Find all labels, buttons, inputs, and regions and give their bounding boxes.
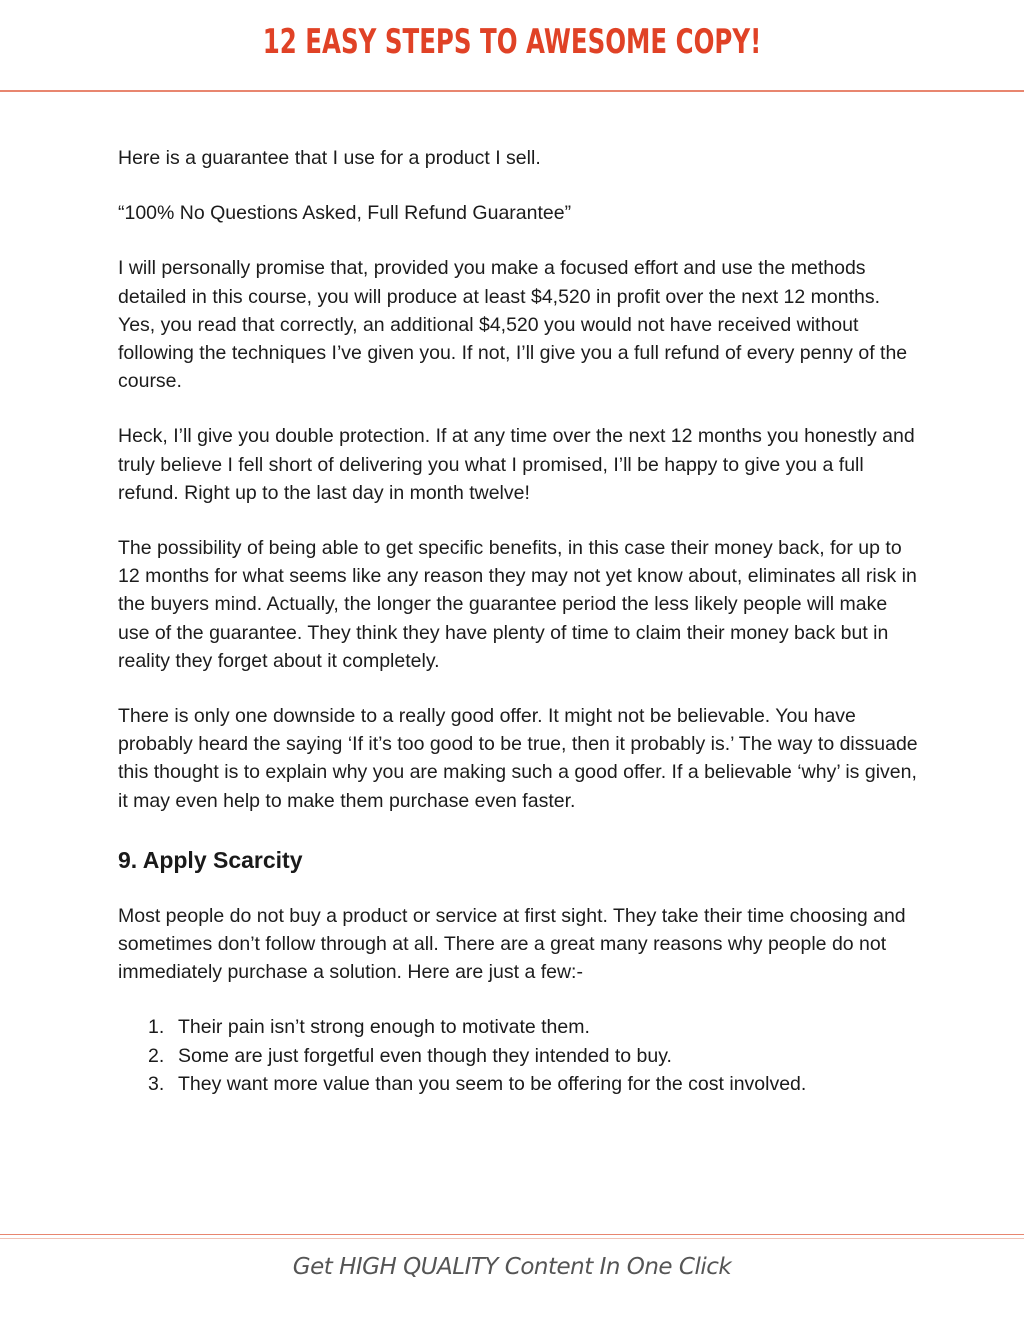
paragraph-believability: There is only one downside to a really good offer. It might not be believable. You have probably heard the saying ‘If it’s too good to be true, then it probably is.’ The way to dissuade this thought is to explain why you are making such a good offer. If a believable ‘why’ is given, it may even help to make them purchase even faster. [118, 705, 918, 812]
paragraph-intro: Here is a guarantee that I use for a product I sell. [118, 147, 541, 169]
paragraph-scarcity-intro: Most people do not buy a product or service at first sight. They take their time choosing and sometimes don’t follow through at all. There are a great many reasons why people do not immediately purchase a solution. Here are just a few:- [118, 904, 906, 984]
list-item-text: Their pain isn’t strong enough to motivate them. [178, 1016, 590, 1039]
list-item-text: Some are just forgetful even though they intended to buy. [178, 1044, 672, 1067]
paragraph-risk-removal: The possibility of being able to get specific benefits, in this case their money back, for up to 12 months for what seems like any reason they may not yet know about, eliminates all risk in the buyers mind. Actually, the longer the guarantee period the less likely people will make use of the guarantee. They think they have plenty of time to claim their money back but in reality they forget about it completely. [118, 537, 917, 672]
page-header [0, 0, 1024, 92]
list-item-number: 2. [148, 1044, 165, 1067]
list-item [148, 1070, 918, 1099]
footer-divider-secondary [0, 1238, 1024, 1239]
paragraph-guarantee-promise: I will personally promise that, provided you make a focused effort and use the methods detailed in this course, you will produce at least $4,520 in profit over the next 12 months. Yes, you read that correctly, an additional $4,520 you would not have received without following the techniques I’ve given you. If not, I’ll give you a full refund of every penny of the course. [118, 257, 908, 393]
paragraph-guarantee-title: “100% No Questions Asked, Full Refund Guarantee” [118, 202, 572, 225]
list-item [148, 1013, 918, 1042]
list-item-number: 1. [148, 1016, 165, 1039]
list-item [148, 1042, 918, 1071]
footer-divider [0, 1234, 1024, 1235]
list-item-number: 3. [148, 1073, 165, 1096]
document-body [118, 144, 918, 1099]
reasons-list [118, 1013, 918, 1099]
footer-tagline: Get HIGH QUALITY Content In One Click [292, 1254, 732, 1280]
section-heading: 9. Apply Scarcity [118, 846, 303, 873]
header-divider [0, 90, 1024, 92]
paragraph-double-protection: Heck, I’ll give you double protection. If at any time over the next 12 months you honestly and truly believe I fell short of delivering you what I promised, I’ll be happy to give you a full refund. Right up to the last day in month twelve! [118, 425, 915, 504]
page-title: 12 EASY STEPS TO AWESOME COPY! [262, 22, 762, 62]
list-item-text: They want more value than you seem to be offering for the cost involved. [178, 1073, 807, 1096]
